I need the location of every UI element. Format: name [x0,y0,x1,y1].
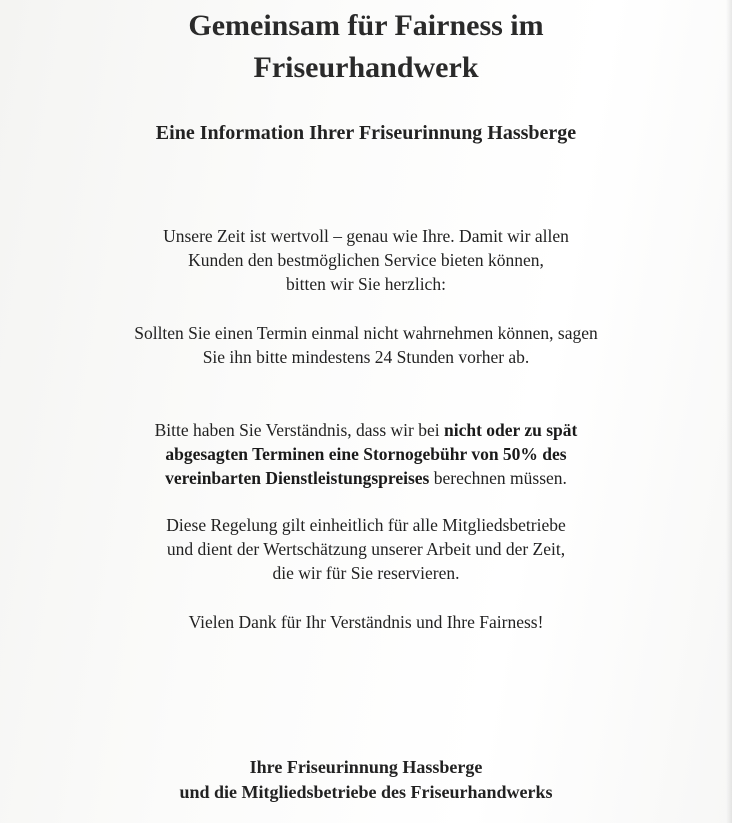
regulation-line-3: die wir für Sie reservieren. [272,563,460,583]
paragraph-thanks: Vielen Dank für Ihr Verständnis und Ihre Fairness! [188,612,544,632]
fee-line-1-bold: nicht oder zu spät [443,420,578,440]
page-title [0,5,732,89]
intro-line-3: bitten wir Sie herzlich: [286,274,446,294]
fee-line-1-normal: Bitte haben Sie Verständnis, dass wir bei [154,420,444,440]
fee-line-2-bold: abgesagten Terminen eine Stornogebühr von 50% des [165,444,567,464]
fee-line-2 [40,442,692,466]
page-edge-shadow [726,0,732,823]
fee-line-3-normal: berechnen müssen. [429,468,567,488]
paragraph-regulation [40,513,692,585]
fee-line-3-bold: vereinbarten Dienstleistungspreises [165,468,430,488]
request-line-2: Sie ihn bitte mindestens 24 Stunden vorher ab. [202,347,530,367]
regulation-line-2: und dient der Wertschätzung unserer Arbeit und der Zeit, [166,539,566,559]
signature-line-2: und die Mitgliedsbetriebe des Friseurhandwerks [179,782,553,802]
paragraph-cancellation-fee [40,418,692,490]
title-line-2: Friseurhandwerk [253,51,479,84]
fee-line-3 [40,466,692,490]
signature-line-1: Ihre Friseurinnung Hassberge [249,757,483,777]
fee-line-1 [40,418,692,442]
paragraph-cancellation-request [40,321,692,369]
intro-line-2: Kunden den bestmöglichen Service bieten können, [188,250,544,270]
intro-line-1: Unsere Zeit ist wertvoll – genau wie Ihre. Damit wir allen [163,226,569,246]
request-line-1: Sollten Sie einen Termin einmal nicht wahrnehmen können, sagen [134,323,598,343]
title-line-1: Gemeinsam für Fairness im [188,9,544,42]
page-subtitle: Eine Information Ihrer Friseurinnung Hassberge [155,122,577,144]
paragraph-intro [40,224,692,296]
signature-block [0,755,732,805]
regulation-line-1: Diese Regelung gilt einheitlich für alle Mitgliedsbetriebe [166,515,566,535]
